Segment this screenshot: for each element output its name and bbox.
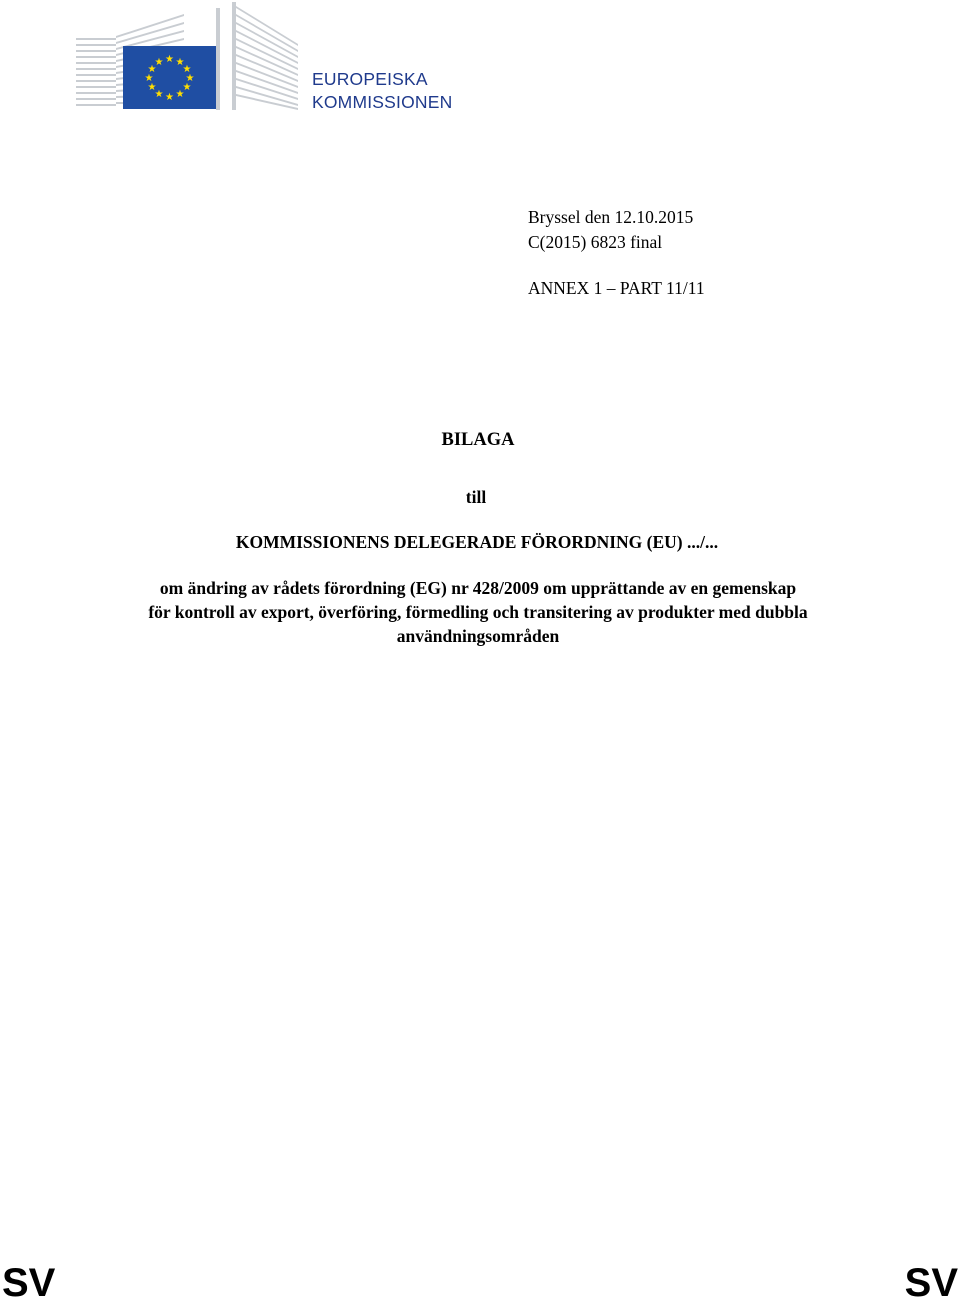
document-date: Bryssel den 12.10.2015: [528, 207, 694, 227]
svg-text:★: ★: [182, 82, 192, 93]
svg-text:★: ★: [154, 89, 164, 100]
svg-text:★: ★: [182, 64, 192, 75]
svg-text:★: ★: [185, 73, 195, 84]
document-subject: [0, 576, 958, 648]
svg-text:★: ★: [165, 54, 174, 65]
svg-text:★: ★: [147, 82, 157, 93]
annex-label: ANNEX 1 – PART 11/11: [528, 278, 705, 298]
regulation-title: KOMMISSIONENS DELEGERADE FÖRORDNING (EU) .../...: [235, 532, 719, 552]
subject-line-1: om ändring av rådets förordning (EG) nr 428/2009 om upprättande av en gemenskap: [159, 578, 797, 598]
svg-text:★: ★: [147, 64, 157, 75]
organization-name-line1: EUROPEISKA: [312, 69, 428, 89]
european-commission-logo: [76, 0, 298, 112]
subject-line-3: användningsområden: [396, 626, 560, 646]
organization-name: [312, 68, 452, 114]
subject-line-2: för kontroll av export, överföring, förmedling och transitering av produkter med dubbla: [148, 602, 808, 622]
organization-name-line2: KOMMISSIONEN: [312, 92, 453, 112]
svg-text:★: ★: [175, 89, 185, 100]
footer-language-left: SV: [2, 1261, 56, 1305]
svg-text:★: ★: [165, 92, 174, 103]
svg-text:★: ★: [175, 57, 185, 68]
footer-language-right: SV: [904, 1261, 958, 1305]
document-till: till: [465, 487, 487, 507]
svg-text:★: ★: [144, 73, 154, 84]
document-reference: C(2015) 6823 final: [528, 232, 663, 252]
svg-text:★: ★: [154, 57, 164, 68]
document-title: BILAGA: [441, 430, 515, 450]
